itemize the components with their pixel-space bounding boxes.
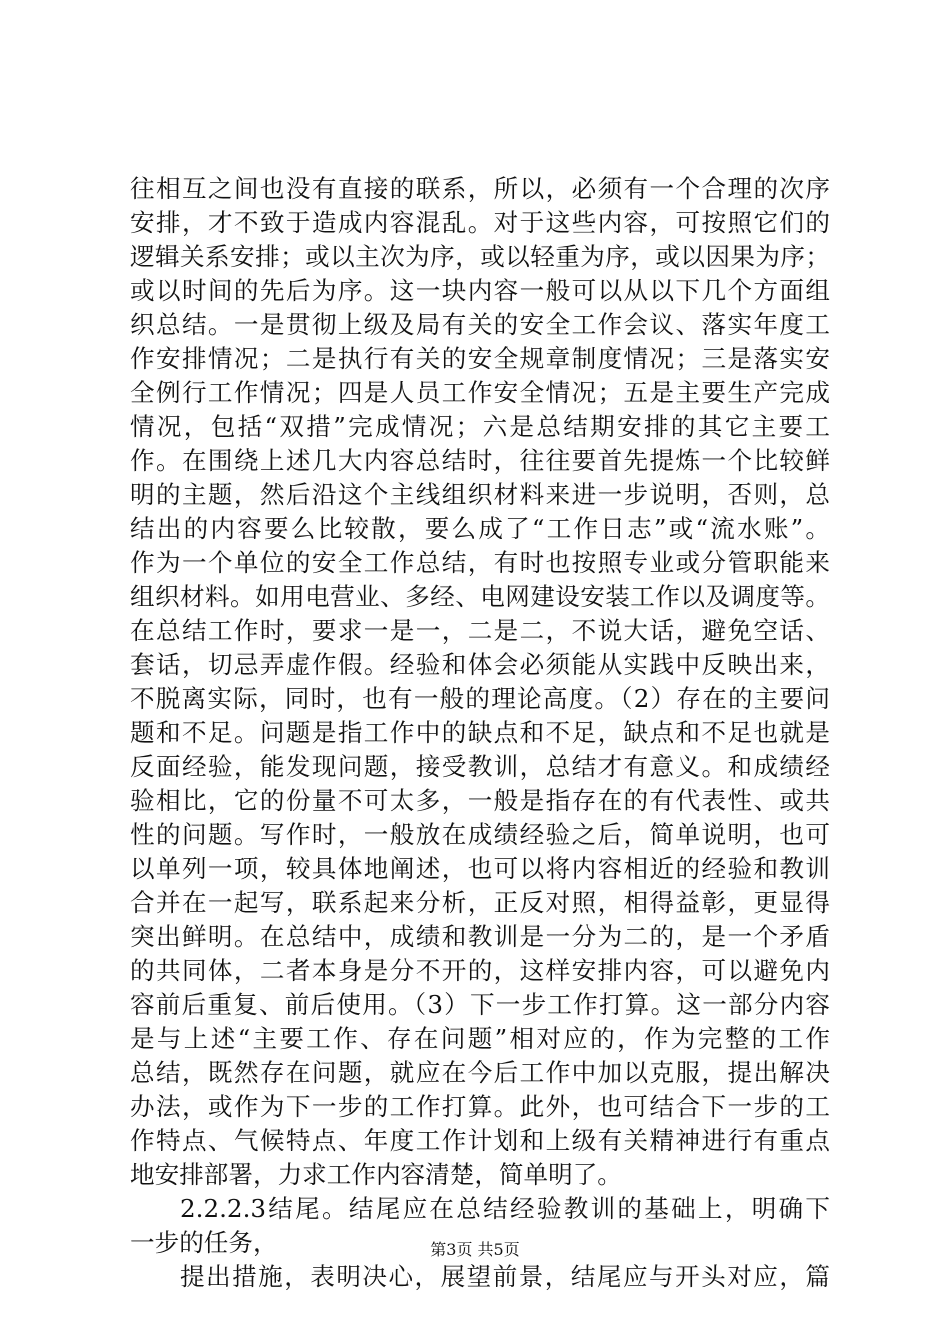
text-line: 性的问题。写作时，一般放在成绩经验之后，简单说明，也可 — [130, 820, 830, 849]
text-line: 全例行工作情况；四是人员工作安全情况；五是主要生产完成 — [130, 378, 830, 407]
text-line: 组织材料。如用电营业、多经、电网建设安装工作以及调度等。 — [130, 582, 830, 611]
text-line: 情况，包括“双措”完成情况；六是总结期安排的其它主要工 — [130, 412, 830, 441]
text-line: 容前后重复、前后使用。（3）下一步工作打算。这一部分内容 — [130, 990, 830, 1019]
text-line: 的共同体，二者本身是分不开的，这样安排内容，可以避免内 — [130, 956, 830, 985]
text-line: 反面经验，能发现问题，接受教训，总结才有意义。和成绩经 — [130, 752, 830, 781]
text-line: 验相比，它的份量不可太多，一般是指存在的有代表性、或共 — [130, 786, 830, 815]
text-line: 题和不足。问题是指工作中的缺点和不足，缺点和不足也就是 — [130, 718, 830, 747]
text-line: 织总结。一是贯彻上级及局有关的安全工作会议、落实年度工 — [130, 310, 830, 339]
text-line: 逻辑关系安排；或以主次为序，或以轻重为序，或以因果为序； — [130, 242, 830, 271]
text-line: 突出鲜明。在总结中，成绩和教训是一分为二的，是一个矛盾 — [130, 922, 830, 951]
text-line: 或以时间的先后为序。这一块内容一般可以从以下几个方面组 — [130, 276, 830, 305]
text-line: 不脱离实际，同时，也有一般的理论高度。（2）存在的主要问 — [130, 684, 830, 713]
text-line: 提出措施，表明决心，展望前景，结尾应与开头对应，篇 — [180, 1262, 830, 1291]
text-line: 是与上述“主要工作、存在问题”相对应的，作为完整的工作 — [130, 1024, 830, 1053]
text-line: 以单列一项，较具体地阐述，也可以将内容相近的经验和教训 — [130, 854, 830, 883]
text-line: 往相互之间也没有直接的联系，所以，必须有一个合理的次序 — [130, 174, 830, 203]
text-line: 地安排部署，力求工作内容清楚，简单明了。 — [130, 1160, 622, 1189]
text-line: 结出的内容要么比较散，要么成了“工作日志”或“流水账”。 — [130, 514, 830, 543]
text-line: 作安排情况；二是执行有关的安全规章制度情况；三是落实安 — [130, 344, 830, 373]
body-text — [130, 172, 830, 1294]
text-line: 安排，才不致于造成内容混乱。对于这些内容，可按照它们的 — [130, 208, 830, 237]
text-line: 2.2.2.3结尾。结尾应在总结经验教训的基础上，明确下 — [180, 1194, 830, 1223]
text-line: 一步的任务， — [130, 1228, 278, 1257]
text-line: 总结，既然存在问题，就应在今后工作中加以克服，提出解决 — [130, 1058, 830, 1087]
page-footer: 第3页 共5页 — [430, 1240, 520, 1259]
text-line: 办法，或作为下一步的工作打算。此外，也可结合下一步的工 — [130, 1092, 830, 1121]
text-line: 在总结工作时，要求一是一，二是二，不说大话，避免空话、 — [130, 616, 830, 645]
text-line: 作为一个单位的安全工作总结，有时也按照专业或分管职能来 — [130, 548, 830, 577]
text-line: 合并在一起写，联系起来分析，正反对照，相得益彰，更显得 — [130, 888, 830, 917]
text-line: 明的主题，然后沿这个主线组织材料来进一步说明，否则，总 — [130, 480, 830, 509]
text-line: 作。在围绕上述几大内容总结时，往往要首先提炼一个比较鲜 — [130, 446, 830, 475]
text-line: 套话，切忌弄虚作假。经验和体会必须能从实践中反映出来， — [130, 650, 830, 679]
text-line: 作特点、气候特点、年度工作计划和上级有关精神进行有重点 — [130, 1126, 830, 1155]
